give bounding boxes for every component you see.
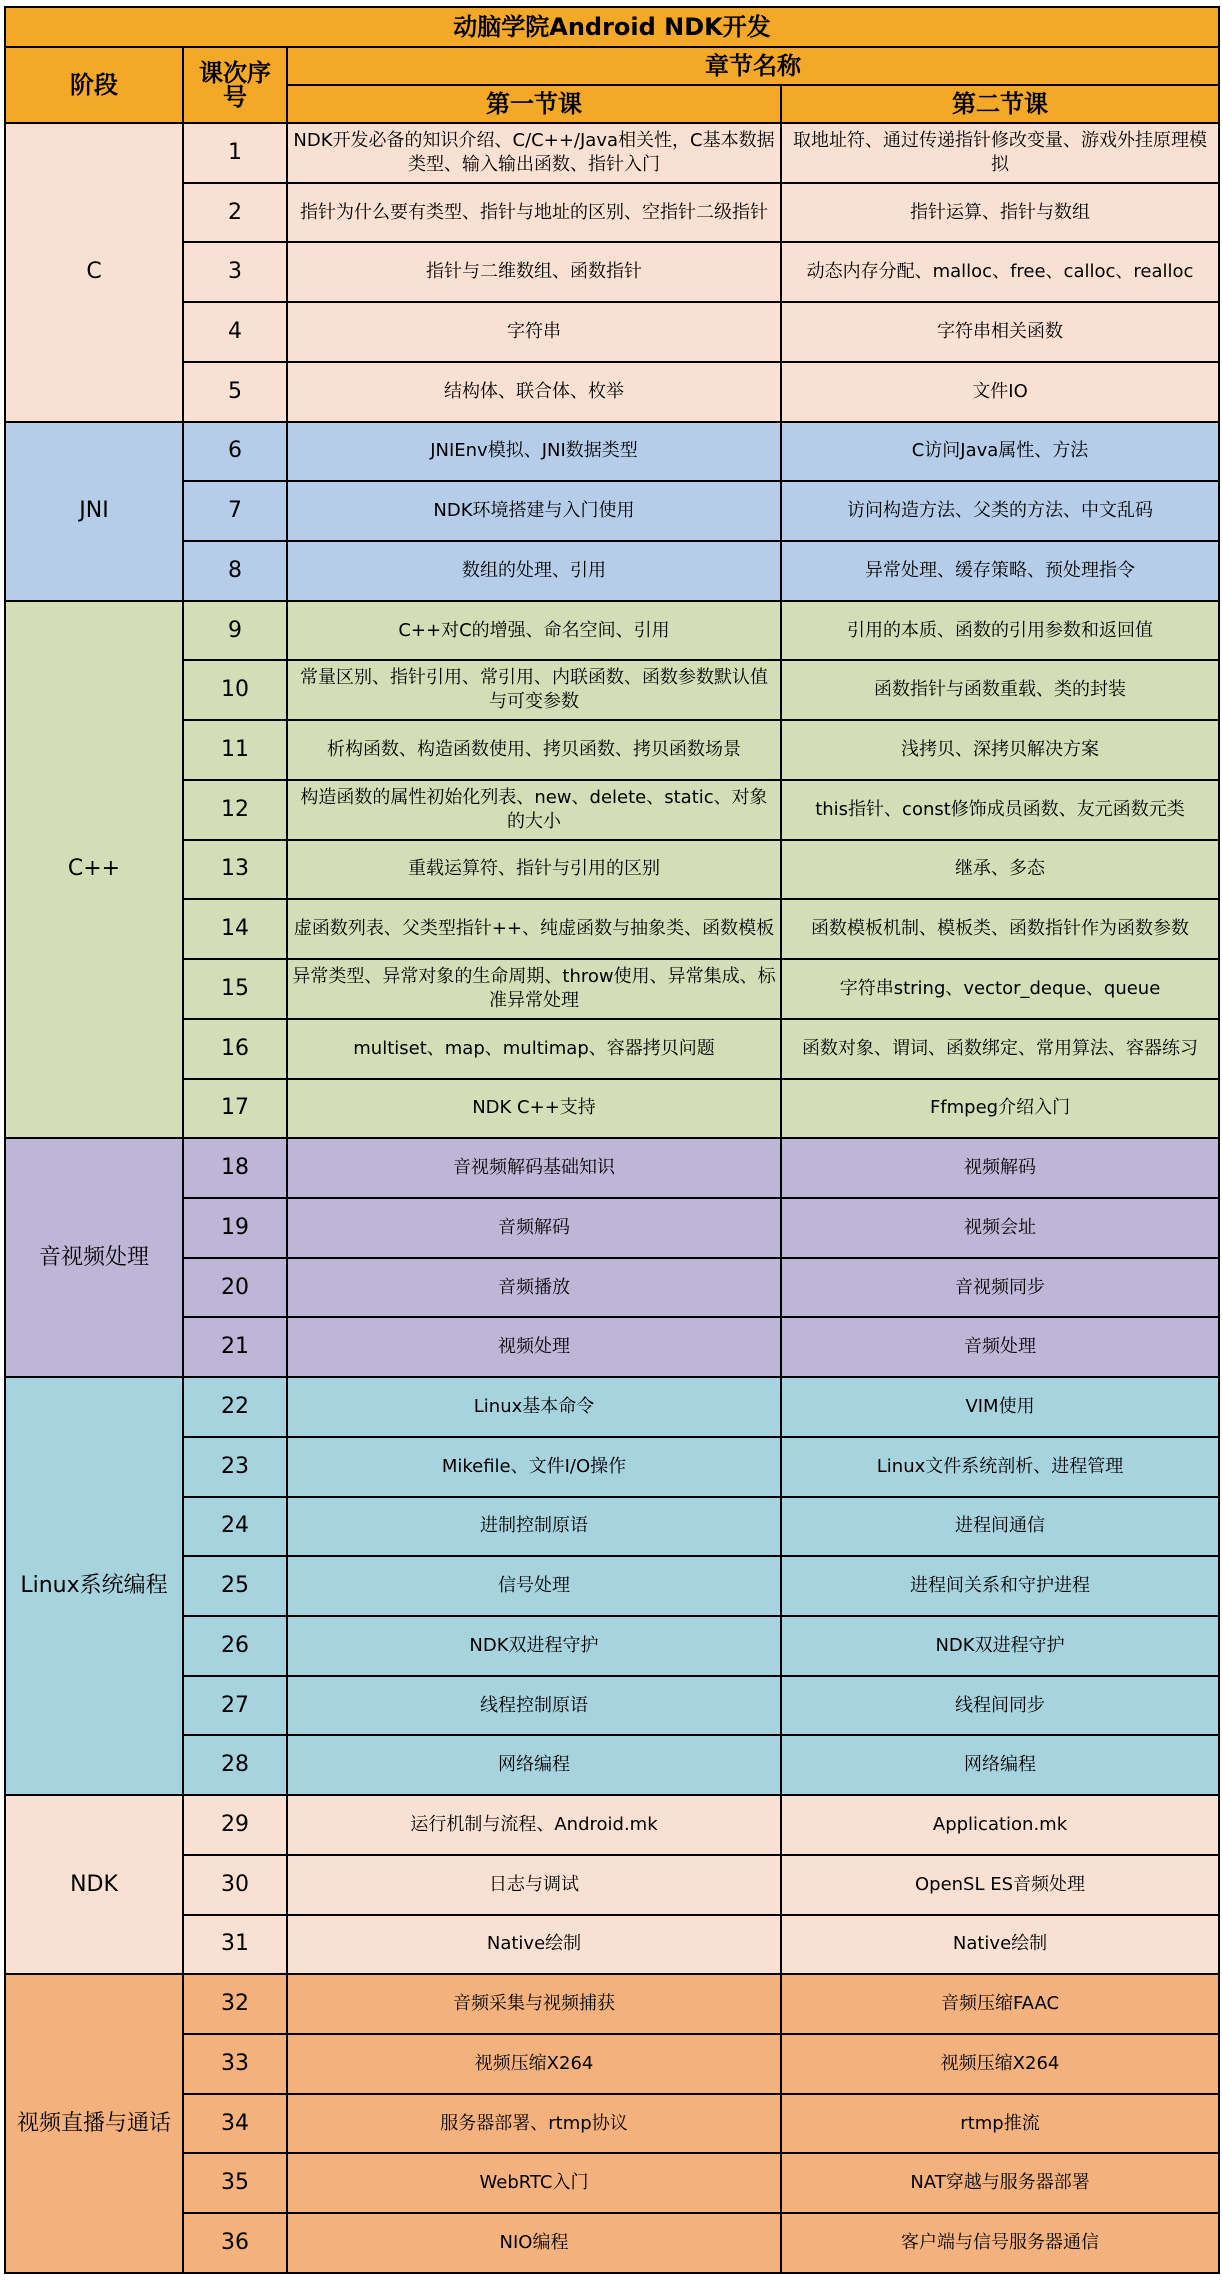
lesson-number-cell: 7	[183, 481, 287, 541]
lesson-number-cell: 5	[183, 362, 287, 422]
first-lesson-cell: 运行机制与流程、Android.mk	[287, 1795, 781, 1855]
second-lesson-cell: 视频压缩X264	[781, 2034, 1219, 2094]
lesson-number-cell: 10	[183, 660, 287, 720]
lesson-number-cell: 34	[183, 2094, 287, 2154]
table-row	[5, 1258, 1219, 1318]
table-row	[5, 1915, 1219, 1975]
second-lesson-cell: 函数模板机制、模板类、函数指针作为函数参数	[781, 899, 1219, 959]
lesson-number-cell: 18	[183, 1138, 287, 1198]
second-lesson-cell: Linux文件系统剖析、进程管理	[781, 1437, 1219, 1497]
table-row	[5, 2213, 1219, 2273]
second-lesson-cell: this指针、const修饰成员函数、友元函数元类	[781, 780, 1219, 840]
first-lesson-cell: 服务器部署、rtmp协议	[287, 2094, 781, 2154]
lesson-number-cell: 23	[183, 1437, 287, 1497]
table-row	[5, 1556, 1219, 1616]
stage-cell: C++	[5, 601, 183, 1138]
stage-cell: Linux系统编程	[5, 1377, 183, 1795]
second-lesson-cell: 网络编程	[781, 1735, 1219, 1795]
table-row	[5, 541, 1219, 601]
lesson-number-cell: 25	[183, 1556, 287, 1616]
lesson-number-cell: 22	[183, 1377, 287, 1437]
lesson-number-cell: 32	[183, 1974, 287, 2034]
lesson-number-cell: 17	[183, 1079, 287, 1139]
first-lesson-cell: 网络编程	[287, 1735, 781, 1795]
second-lesson-cell: 视频会址	[781, 1198, 1219, 1258]
second-lesson-cell: NAT穿越与服务器部署	[781, 2153, 1219, 2213]
table-row	[5, 840, 1219, 900]
lesson-number-cell: 11	[183, 720, 287, 780]
first-lesson-cell: 结构体、联合体、枚举	[287, 362, 781, 422]
table-row	[5, 362, 1219, 422]
lesson-number-cell: 31	[183, 1915, 287, 1975]
table-row	[5, 1795, 1219, 1855]
second-lesson-cell: 异常处理、缓存策略、预处理指令	[781, 541, 1219, 601]
table-row	[5, 1855, 1219, 1915]
lesson-number-cell: 4	[183, 302, 287, 362]
first-lesson-cell: 音频解码	[287, 1198, 781, 1258]
second-lesson-cell: 音频压缩FAAC	[781, 1974, 1219, 2034]
first-lesson-cell: NIO编程	[287, 2213, 781, 2273]
second-lesson-cell: 进程间通信	[781, 1497, 1219, 1557]
first-lesson-cell: 进制控制原语	[287, 1497, 781, 1557]
second-lesson-cell: 取地址符、通过传递指针修改变量、游戏外挂原理模拟	[781, 123, 1219, 183]
stage-cell: C	[5, 123, 183, 422]
table-title: 动脑学院Android NDK开发	[5, 7, 1219, 47]
first-lesson-cell: NDK环境搭建与入门使用	[287, 481, 781, 541]
table-row	[5, 2094, 1219, 2154]
table-row	[5, 183, 1219, 243]
first-lesson-cell: 音视频解码基础知识	[287, 1138, 781, 1198]
second-lesson-cell: VIM使用	[781, 1377, 1219, 1437]
first-lesson-cell: 常量区别、指针引用、常引用、内联函数、函数参数默认值与可变参数	[287, 660, 781, 720]
first-lesson-cell: NDK双进程守护	[287, 1616, 781, 1676]
first-lesson-cell: JNIEnv模拟、JNI数据类型	[287, 422, 781, 482]
second-lesson-cell: OpenSL ES音频处理	[781, 1855, 1219, 1915]
first-lesson-cell: 音频播放	[287, 1258, 781, 1318]
second-lesson-cell: 访问构造方法、父类的方法、中文乱码	[781, 481, 1219, 541]
lesson-number-cell: 24	[183, 1497, 287, 1557]
first-lesson-cell: 指针与二维数组、函数指针	[287, 242, 781, 302]
second-lesson-cell: Application.mk	[781, 1795, 1219, 1855]
first-lesson-cell: 线程控制原语	[287, 1676, 781, 1736]
table-row	[5, 899, 1219, 959]
table-row	[5, 242, 1219, 302]
second-lesson-cell: 视频解码	[781, 1138, 1219, 1198]
table-row	[5, 1377, 1219, 1437]
table-row	[5, 1437, 1219, 1497]
lesson-number-cell: 12	[183, 780, 287, 840]
first-lesson-cell: Mikefile、文件I/O操作	[287, 1437, 781, 1497]
first-lesson-cell: 信号处理	[287, 1556, 781, 1616]
lesson-number-cell: 27	[183, 1676, 287, 1736]
first-lesson-cell: multiset、map、multimap、容器拷贝问题	[287, 1019, 781, 1079]
first-lesson-cell: Native绘制	[287, 1915, 781, 1975]
table-row	[5, 720, 1219, 780]
second-lesson-cell: Native绘制	[781, 1915, 1219, 1975]
header-stage: 阶段	[5, 47, 183, 123]
first-lesson-cell: 析构函数、构造函数使用、拷贝函数、拷贝函数场景	[287, 720, 781, 780]
table-row	[5, 2153, 1219, 2213]
table-row	[5, 302, 1219, 362]
table-row	[5, 2034, 1219, 2094]
header-chapter: 章节名称	[287, 47, 1219, 85]
second-lesson-cell: 音视频同步	[781, 1258, 1219, 1318]
second-lesson-cell: 函数对象、谓词、函数绑定、常用算法、容器练习	[781, 1019, 1219, 1079]
table-row	[5, 1317, 1219, 1377]
lesson-number-cell: 2	[183, 183, 287, 243]
first-lesson-cell: 日志与调试	[287, 1855, 781, 1915]
table-header	[5, 7, 1219, 123]
table-row	[5, 1974, 1219, 2034]
lesson-number-cell: 33	[183, 2034, 287, 2094]
stage-cell: 音视频处理	[5, 1138, 183, 1377]
title-row	[5, 7, 1219, 47]
first-lesson-cell: 视频处理	[287, 1317, 781, 1377]
second-lesson-cell: 音频处理	[781, 1317, 1219, 1377]
table-row	[5, 959, 1219, 1019]
second-lesson-cell: 浅拷贝、深拷贝解决方案	[781, 720, 1219, 780]
second-lesson-cell: NDK双进程守护	[781, 1616, 1219, 1676]
lesson-number-cell: 16	[183, 1019, 287, 1079]
header-first-lesson: 第一节课	[287, 85, 781, 123]
second-lesson-cell: 字符串string、vector_deque、queue	[781, 959, 1219, 1019]
lesson-number-cell: 20	[183, 1258, 287, 1318]
first-lesson-cell: NDK C++支持	[287, 1079, 781, 1139]
table-row	[5, 481, 1219, 541]
second-lesson-cell: 继承、多态	[781, 840, 1219, 900]
first-lesson-cell: 数组的处理、引用	[287, 541, 781, 601]
lesson-number-cell: 14	[183, 899, 287, 959]
lesson-number-cell: 21	[183, 1317, 287, 1377]
table-row	[5, 1676, 1219, 1736]
table-row	[5, 601, 1219, 661]
lesson-number-cell: 6	[183, 422, 287, 482]
table-row	[5, 123, 1219, 183]
table-row	[5, 1019, 1219, 1079]
first-lesson-cell: 构造函数的属性初始化列表、new、delete、static、对象的大小	[287, 780, 781, 840]
lesson-number-cell: 35	[183, 2153, 287, 2213]
second-lesson-cell: 引用的本质、函数的引用参数和返回值	[781, 601, 1219, 661]
second-lesson-cell: 动态内存分配、malloc、free、calloc、realloc	[781, 242, 1219, 302]
second-lesson-cell: 函数指针与函数重载、类的封装	[781, 660, 1219, 720]
header-second-lesson: 第二节课	[781, 85, 1219, 123]
table-row	[5, 660, 1219, 720]
lesson-number-cell: 29	[183, 1795, 287, 1855]
first-lesson-cell: 指针为什么要有类型、指针与地址的区别、空指针二级指针	[287, 183, 781, 243]
lesson-number-cell: 28	[183, 1735, 287, 1795]
table-row	[5, 1079, 1219, 1139]
lesson-number-cell: 8	[183, 541, 287, 601]
table-row	[5, 1616, 1219, 1676]
lesson-number-cell: 3	[183, 242, 287, 302]
second-lesson-cell: 进程间关系和守护进程	[781, 1556, 1219, 1616]
lesson-number-cell: 26	[183, 1616, 287, 1676]
first-lesson-cell: 字符串	[287, 302, 781, 362]
first-lesson-cell: 音频采集与视频捕获	[287, 1974, 781, 2034]
lesson-number-cell: 30	[183, 1855, 287, 1915]
table-row	[5, 1497, 1219, 1557]
second-lesson-cell: C访问Java属性、方法	[781, 422, 1219, 482]
stage-cell: JNI	[5, 422, 183, 601]
table-row	[5, 1198, 1219, 1258]
table-row	[5, 1138, 1219, 1198]
first-lesson-cell: NDK开发必备的知识介绍、C/C++/Java相关性，C基本数据类型、输入输出函数、指针入门	[287, 123, 781, 183]
first-lesson-cell: Linux基本命令	[287, 1377, 781, 1437]
lesson-number-cell: 13	[183, 840, 287, 900]
first-lesson-cell: C++对C的增强、命名空间、引用	[287, 601, 781, 661]
lesson-number-cell: 1	[183, 123, 287, 183]
lesson-number-cell: 15	[183, 959, 287, 1019]
course-table	[4, 6, 1220, 2274]
table-row	[5, 422, 1219, 482]
table-body	[5, 123, 1219, 2273]
first-lesson-cell: 重载运算符、指针与引用的区别	[287, 840, 781, 900]
header-row-main	[5, 47, 1219, 85]
second-lesson-cell: 指针运算、指针与数组	[781, 183, 1219, 243]
first-lesson-cell: 虚函数列表、父类型指针++、纯虚函数与抽象类、函数模板	[287, 899, 781, 959]
second-lesson-cell: 客户端与信号服务器通信	[781, 2213, 1219, 2273]
second-lesson-cell: 线程间同步	[781, 1676, 1219, 1736]
second-lesson-cell: rtmp推流	[781, 2094, 1219, 2154]
stage-cell: NDK	[5, 1795, 183, 1974]
lesson-number-cell: 36	[183, 2213, 287, 2273]
lesson-number-cell: 19	[183, 1198, 287, 1258]
stage-cell: 视频直播与通话	[5, 1974, 183, 2273]
header-lesson-no: 课次序号	[183, 47, 287, 123]
lesson-number-cell: 9	[183, 601, 287, 661]
table-row	[5, 1735, 1219, 1795]
table-row	[5, 780, 1219, 840]
first-lesson-cell: 视频压缩X264	[287, 2034, 781, 2094]
second-lesson-cell: 字符串相关函数	[781, 302, 1219, 362]
first-lesson-cell: WebRTC入门	[287, 2153, 781, 2213]
second-lesson-cell: 文件IO	[781, 362, 1219, 422]
second-lesson-cell: Ffmpeg介绍入门	[781, 1079, 1219, 1139]
first-lesson-cell: 异常类型、异常对象的生命周期、throw使用、异常集成、标准异常处理	[287, 959, 781, 1019]
